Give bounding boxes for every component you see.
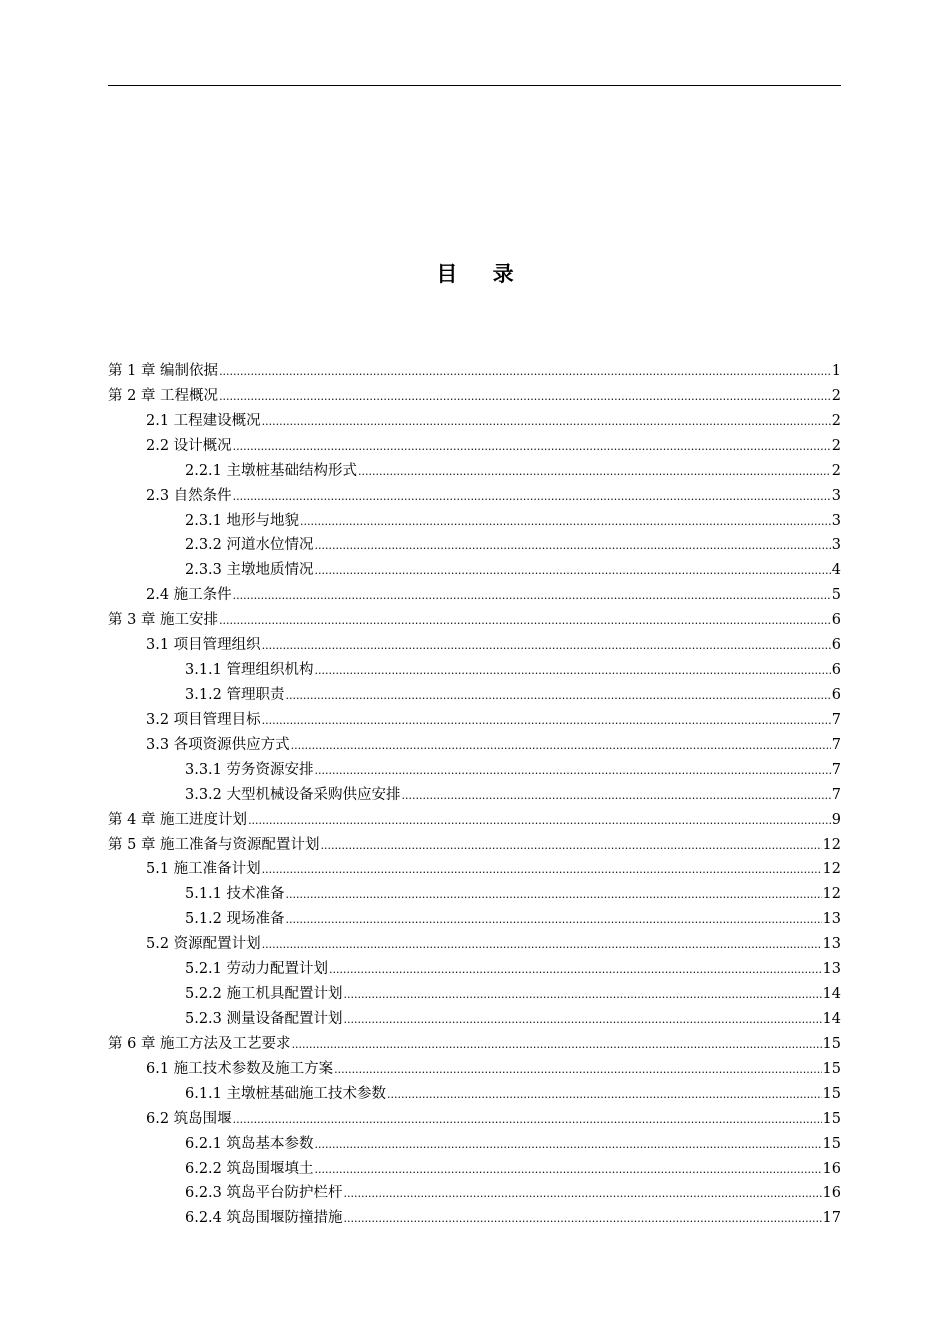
toc-entry[interactable]: [108, 608, 841, 633]
toc-entry-page-number: 17: [822, 1210, 841, 1227]
toc-dot-leader: [262, 410, 831, 435]
toc-entry-page-number: 6: [831, 686, 841, 703]
toc-entry-page-number: 3: [831, 487, 841, 504]
toc-entry[interactable]: [108, 808, 841, 833]
toc-entry[interactable]: [108, 533, 841, 558]
toc-entry-title: 3.3.1 劳务资源安排: [185, 761, 314, 778]
toc-entry[interactable]: [108, 833, 841, 858]
toc-entry[interactable]: [108, 683, 841, 708]
toc-entry-page-number: 3: [831, 537, 841, 554]
toc-entry-title: 5.2.1 劳动力配置计划: [185, 961, 329, 978]
toc-entry[interactable]: [108, 509, 841, 534]
toc-entry-title: 6.2.3 筑岛平台防护栏杆: [185, 1185, 343, 1202]
toc-entry-page-number: 15: [822, 1060, 841, 1077]
toc-entry[interactable]: [108, 658, 841, 683]
toc-dot-leader: [219, 609, 831, 634]
toc-entry[interactable]: [108, 359, 841, 384]
toc-entry-title: 第 4 章 施工进度计划: [108, 811, 248, 828]
toc-entry-page-number: 2: [831, 387, 841, 404]
toc-entry-title: 2.2.1 主墩桩基础结构形式: [185, 462, 358, 479]
toc-entry[interactable]: [108, 1132, 841, 1157]
toc-dot-leader: [315, 534, 831, 559]
toc-entry[interactable]: [108, 882, 841, 907]
toc-entry-page-number: 16: [822, 1160, 841, 1177]
toc-dot-leader: [334, 1058, 821, 1083]
toc-entry-page-number: 13: [822, 936, 841, 953]
toc-entry-title: 6.2.2 筑岛围堰填土: [185, 1160, 314, 1177]
toc-dot-leader: [262, 933, 822, 958]
toc-entry[interactable]: [108, 1157, 841, 1182]
toc-entry[interactable]: [108, 1032, 841, 1057]
toc-dot-leader: [291, 734, 831, 759]
toc-entry[interactable]: [108, 633, 841, 658]
toc-entry[interactable]: [108, 484, 841, 509]
toc-dot-leader: [262, 634, 831, 659]
toc-entry-title: 3.1.2 管理职责: [185, 686, 285, 703]
toc-entry-page-number: 15: [822, 1135, 841, 1152]
toc-entry-title: 3.3.2 大型机械设备采购供应安排: [185, 786, 401, 803]
toc-entry-page-number: 13: [822, 961, 841, 978]
toc-entry-title: 5.1.2 现场准备: [185, 911, 285, 928]
toc-entry-title: 第 2 章 工程概况: [108, 387, 219, 404]
toc-dot-leader: [262, 709, 831, 734]
toc-entry[interactable]: [108, 907, 841, 932]
toc-entry-title: 2.3 自然条件: [146, 487, 232, 504]
toc-entry-title: 5.2 资源配置计划: [146, 936, 261, 953]
toc-entry[interactable]: [108, 1007, 841, 1032]
toc-entry-page-number: 3: [831, 512, 841, 529]
toc-entry-title: 3.3 各项资源供应方式: [146, 736, 290, 753]
toc-entry-page-number: 12: [822, 861, 841, 878]
toc-dot-leader: [233, 584, 831, 609]
toc-entry[interactable]: [108, 1107, 841, 1132]
toc-entry-page-number: 7: [831, 761, 841, 778]
toc-dot-leader: [315, 559, 831, 584]
toc-dot-leader: [219, 360, 831, 385]
toc-entry-page-number: 13: [822, 911, 841, 928]
toc-entry[interactable]: [108, 558, 841, 583]
toc-dot-leader: [344, 983, 822, 1008]
toc-entry-page-number: 1: [831, 363, 841, 379]
toc-entry-page-number: 7: [831, 786, 841, 803]
toc-dot-leader: [329, 958, 822, 983]
toc-entry[interactable]: [108, 957, 841, 982]
toc-dot-leader: [315, 759, 831, 784]
table-of-contents: [108, 359, 841, 1231]
toc-entry-page-number: 14: [822, 986, 841, 1003]
toc-entry-title: 2.3.2 河道水位情况: [185, 537, 314, 554]
toc-entry-title: 6.1.1 主墩桩基础施工技术参数: [185, 1085, 387, 1102]
toc-entry-page-number: 15: [822, 1035, 841, 1052]
toc-dot-leader: [292, 1033, 822, 1058]
toc-entry-title: 第 6 章 施工方法及工艺要求: [108, 1035, 291, 1052]
toc-entry[interactable]: [108, 982, 841, 1007]
toc-dot-leader: [315, 1133, 822, 1158]
toc-entry-page-number: 2: [831, 437, 841, 454]
toc-dot-leader: [219, 385, 831, 410]
page-title: 目 录: [436, 262, 528, 286]
toc-entry-title: 6.1 施工技术参数及施工方案: [146, 1060, 334, 1077]
toc-dot-leader: [233, 1108, 822, 1133]
toc-dot-leader: [300, 510, 831, 535]
toc-dot-leader: [315, 1158, 822, 1183]
toc-entry-page-number: 12: [822, 836, 841, 853]
toc-entry-title: 6.2.1 筑岛基本参数: [185, 1135, 314, 1152]
toc-entry[interactable]: [108, 434, 841, 459]
toc-entry-title: 3.1.1 管理组织机构: [185, 662, 314, 679]
toc-dot-leader: [286, 883, 822, 908]
toc-entry-title: 3.1 项目管理组织: [146, 637, 261, 654]
toc-entry-title: 6.2.4 筑岛围堰防撞措施: [185, 1210, 343, 1227]
toc-entry-title: 5.2.3 测量设备配置计划: [185, 1010, 343, 1027]
toc-entry[interactable]: [108, 733, 841, 758]
toc-entry-page-number: 12: [822, 886, 841, 903]
toc-dot-leader: [344, 1207, 822, 1232]
toc-entry-page-number: 6: [831, 637, 841, 654]
toc-entry-title: 6.2 筑岛围堰: [146, 1110, 232, 1127]
header-rule: [108, 85, 841, 86]
toc-entry-page-number: 16: [822, 1185, 841, 1202]
toc-dot-leader: [286, 908, 822, 933]
toc-dot-leader: [315, 659, 831, 684]
toc-entry-title: 5.1.1 技术准备: [185, 886, 285, 903]
toc-entry[interactable]: [108, 932, 841, 957]
toc-entry[interactable]: [108, 384, 841, 409]
toc-entry-title: 2.2 设计概况: [146, 437, 232, 454]
toc-entry[interactable]: [108, 583, 841, 608]
toc-entry-page-number: 2: [831, 412, 841, 429]
toc-dot-leader: [344, 1008, 822, 1033]
toc-entry[interactable]: [108, 1181, 841, 1206]
toc-entry-page-number: 7: [831, 736, 841, 753]
toc-entry-page-number: 9: [831, 811, 841, 828]
toc-dot-leader: [233, 435, 831, 460]
toc-entry-title: 3.2 项目管理目标: [146, 711, 261, 728]
toc-dot-leader: [321, 834, 822, 859]
toc-entry-page-number: 15: [822, 1110, 841, 1127]
toc-entry-page-number: 7: [831, 711, 841, 728]
toc-entry[interactable]: [108, 1206, 841, 1231]
toc-entry[interactable]: [108, 857, 841, 882]
toc-entry-page-number: 2: [831, 462, 841, 479]
toc-entry-page-number: 6: [831, 612, 841, 629]
toc-dot-leader: [387, 1083, 822, 1108]
toc-dot-leader: [344, 1182, 822, 1207]
toc-entry-title: 第 3 章 施工安排: [108, 612, 219, 629]
toc-entry-page-number: 6: [831, 662, 841, 679]
toc-entry-title: 5.2.2 施工机具配置计划: [185, 986, 343, 1003]
toc-entry[interactable]: [108, 1082, 841, 1107]
toc-entry-title: 2.4 施工条件: [146, 587, 232, 604]
toc-entry[interactable]: [108, 409, 841, 434]
toc-entry[interactable]: [108, 783, 841, 808]
toc-entry-title: 第 1 章 编制依据: [108, 363, 219, 379]
toc-entry-title: 2.3.1 地形与地貌: [185, 512, 300, 529]
toc-entry-page-number: 15: [822, 1085, 841, 1102]
toc-entry-title: 2.1 工程建设概况: [146, 412, 261, 429]
toc-entry[interactable]: [108, 459, 841, 484]
toc-entry[interactable]: [108, 758, 841, 783]
toc-entry-title: 2.3.3 主墩地质情况: [185, 562, 314, 579]
toc-entry-page-number: 14: [822, 1010, 841, 1027]
toc-entry-page-number: 5: [831, 587, 841, 604]
toc-entry-title: 5.1 施工准备计划: [146, 861, 261, 878]
toc-entry[interactable]: [108, 1057, 841, 1082]
toc-entry-title: 第 5 章 施工准备与资源配置计划: [108, 836, 320, 853]
toc-dot-leader: [286, 684, 831, 709]
toc-dot-leader: [262, 858, 822, 883]
toc-dot-leader: [233, 485, 831, 510]
toc-dot-leader: [358, 460, 831, 485]
toc-entry[interactable]: [108, 708, 841, 733]
toc-entry-page-number: 4: [831, 562, 841, 579]
toc-dot-leader: [402, 784, 831, 809]
toc-dot-leader: [248, 809, 831, 834]
